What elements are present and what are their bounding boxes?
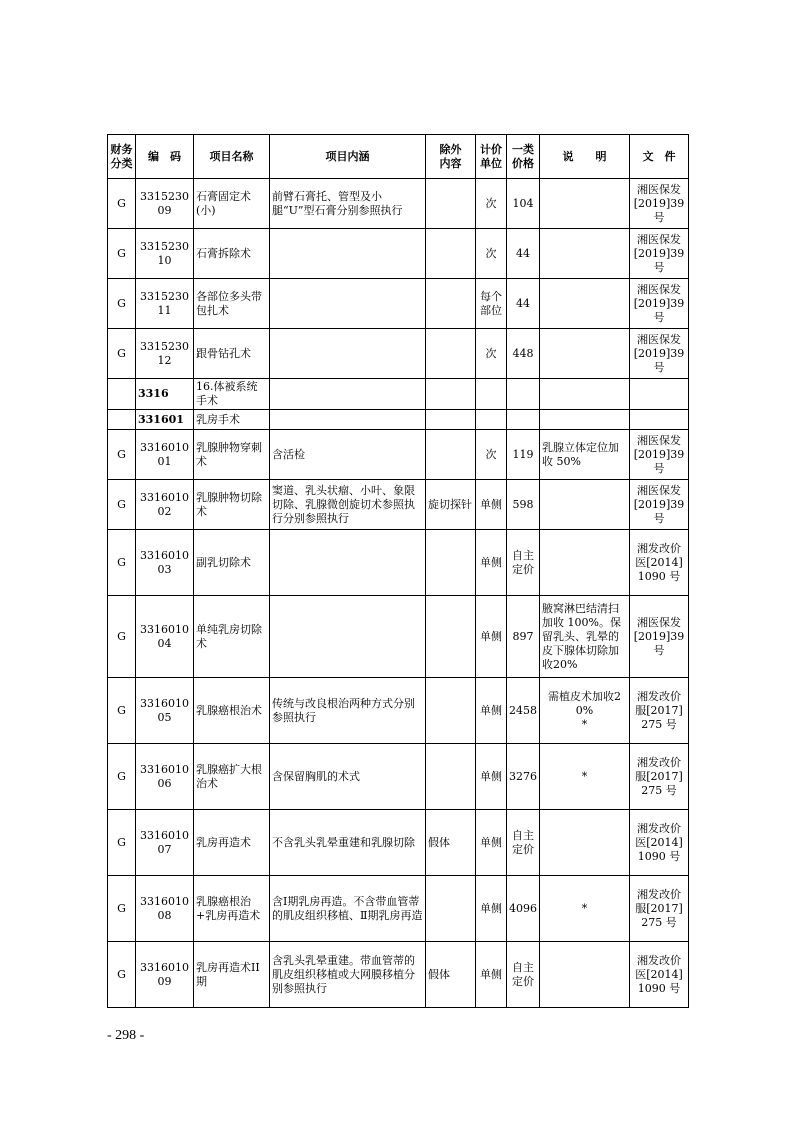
cell-fin	[108, 379, 136, 410]
table-row	[108, 678, 689, 744]
table-row	[108, 810, 689, 876]
table-row	[108, 410, 689, 430]
cell-excl	[426, 678, 476, 744]
cell-unit: 单侧	[476, 596, 507, 678]
cell-name: 16.体被系统手术	[194, 379, 270, 410]
cell-name: 乳房再造术	[194, 810, 270, 876]
cell-code: 331601008	[136, 876, 194, 942]
cell-doc: 湘医保发[2019]39号	[630, 596, 689, 678]
cell-doc: 湘医保发[2019]39号	[630, 179, 689, 229]
cell-unit: 单侧	[476, 876, 507, 942]
cell-excl	[426, 229, 476, 279]
cell-price: 598	[507, 480, 540, 530]
cell-price	[507, 379, 540, 410]
cell-code: 331601006	[136, 744, 194, 810]
cell-unit: 单侧	[476, 530, 507, 596]
table-body	[108, 179, 689, 1008]
cell-excl	[426, 744, 476, 810]
cell-unit: 每个部位	[476, 279, 507, 329]
cell-content: 含Ⅰ期乳房再造。不含带血管蒂的肌皮组织移植、Ⅱ期乳房再造	[270, 876, 426, 942]
page-number: - 298 -	[107, 1028, 145, 1043]
cell-price: 4096	[507, 876, 540, 942]
price-table	[107, 134, 689, 1008]
header-price	[507, 135, 540, 179]
cell-excl: 假体	[426, 942, 476, 1008]
cell-note	[540, 229, 630, 279]
table-row	[108, 329, 689, 379]
cell-doc: 湘发改价服[2017]275 号	[630, 876, 689, 942]
cell-unit: 次	[476, 229, 507, 279]
cell-code: 331523011	[136, 279, 194, 329]
cell-excl	[426, 596, 476, 678]
cell-content	[270, 596, 426, 678]
cell-price: 自主定价	[507, 942, 540, 1008]
cell-note: 乳腺立体定位加收 50%	[540, 430, 630, 480]
cell-price: 119	[507, 430, 540, 480]
cell-unit: 单侧	[476, 942, 507, 1008]
cell-excl: 假体	[426, 810, 476, 876]
cell-content	[270, 379, 426, 410]
cell-price: 448	[507, 329, 540, 379]
cell-doc: 湘医保发[2019]39号	[630, 279, 689, 329]
cell-unit: 单侧	[476, 810, 507, 876]
cell-content: 含保留胸肌的术式	[270, 744, 426, 810]
table-row	[108, 430, 689, 480]
cell-price: 2458	[507, 678, 540, 744]
table-row	[108, 530, 689, 596]
cell-excl: 旋切探针	[426, 480, 476, 530]
cell-doc: 湘发改价服[2017]275 号	[630, 678, 689, 744]
cell-fin: G	[108, 876, 136, 942]
table-row	[108, 379, 689, 410]
cell-name: 乳腺癌根治+乳房再造术	[194, 876, 270, 942]
cell-content	[270, 410, 426, 430]
cell-unit: 次	[476, 179, 507, 229]
table-header-row	[108, 135, 689, 179]
cell-content	[270, 329, 426, 379]
table-row	[108, 179, 689, 229]
cell-name: 乳房再造术II期	[194, 942, 270, 1008]
header-fin-label: 财务 分类	[110, 142, 133, 170]
cell-note	[540, 810, 630, 876]
cell-code: 331523010	[136, 229, 194, 279]
cell-note	[540, 329, 630, 379]
cell-content: 传统与改良根治两种方式分别参照执行	[270, 678, 426, 744]
cell-content: 窦道、乳头状瘤、小叶、象限切除、乳腺微创旋切术参照执行分别参照执行	[270, 480, 426, 530]
cell-unit: 次	[476, 430, 507, 480]
cell-code: 331601001	[136, 430, 194, 480]
header-name-label: 项目名称	[209, 149, 254, 163]
cell-doc: 湘医保发[2019]39号	[630, 329, 689, 379]
cell-fin: G	[108, 229, 136, 279]
cell-unit	[476, 410, 507, 430]
cell-name: 石膏固定术(小)	[194, 179, 270, 229]
table-row	[108, 279, 689, 329]
cell-price: 3276	[507, 744, 540, 810]
cell-excl	[426, 430, 476, 480]
cell-doc: 湘发改价医[2014]1090 号	[630, 942, 689, 1008]
header-excl-label: 除外 内容	[439, 142, 462, 170]
cell-price: 897	[507, 596, 540, 678]
cell-name: 乳腺癌扩大根治术	[194, 744, 270, 810]
header-unit	[476, 135, 507, 179]
table-row	[108, 744, 689, 810]
cell-name: 乳腺肿物切除术	[194, 480, 270, 530]
cell-unit: 次	[476, 329, 507, 379]
header-code-label: 编 码	[148, 149, 181, 163]
cell-fin: G	[108, 810, 136, 876]
cell-fin: G	[108, 678, 136, 744]
cell-fin: G	[108, 179, 136, 229]
cell-code: 331601009	[136, 942, 194, 1008]
cell-fin: G	[108, 480, 136, 530]
cell-doc: 湘发改价医[2014]1090 号	[630, 530, 689, 596]
cell-price: 自主定价	[507, 530, 540, 596]
cell-excl	[426, 410, 476, 430]
cell-excl	[426, 379, 476, 410]
cell-doc	[630, 379, 689, 410]
cell-content: 含活检	[270, 430, 426, 480]
cell-name: 乳腺肿物穿刺术	[194, 430, 270, 480]
cell-excl	[426, 876, 476, 942]
cell-name: 单纯乳房切除术	[194, 596, 270, 678]
cell-unit	[476, 379, 507, 410]
cell-unit: 单侧	[476, 480, 507, 530]
cell-code: 331601005	[136, 678, 194, 744]
cell-price: 44	[507, 229, 540, 279]
cell-doc: 湘发改价医[2014]1090 号	[630, 810, 689, 876]
cell-name: 副乳切除术	[194, 530, 270, 596]
cell-note: 腋窝淋巴结清扫加收 100%。保留乳头、乳晕的皮下腺体切除加收20%	[540, 596, 630, 678]
cell-code: 331601004	[136, 596, 194, 678]
cell-content	[270, 279, 426, 329]
table-row	[108, 229, 689, 279]
cell-note	[540, 480, 630, 530]
header-content-label: 项目内涵	[325, 149, 370, 163]
header-content	[270, 135, 426, 179]
cell-note: 需植皮术加收20% *	[540, 678, 630, 744]
cell-unit: 单侧	[476, 678, 507, 744]
cell-code: 331523009	[136, 179, 194, 229]
cell-doc: 湘医保发[2019]39号	[630, 229, 689, 279]
header-fin	[108, 135, 136, 179]
cell-note: *	[540, 876, 630, 942]
cell-fin: G	[108, 596, 136, 678]
cell-content: 含乳头乳晕重建。带血管蒂的肌皮组织移植或大网膜移植分别参照执行	[270, 942, 426, 1008]
cell-name: 乳腺癌根治术	[194, 678, 270, 744]
table-row	[108, 596, 689, 678]
cell-doc: 湘医保发[2019]39号	[630, 480, 689, 530]
header-excl	[426, 135, 476, 179]
header-doc-label: 文 件	[642, 149, 676, 163]
header-note-label: 说 明	[562, 149, 607, 163]
cell-content	[270, 229, 426, 279]
cell-code: 331601002	[136, 480, 194, 530]
cell-content: 前臂石膏托、管型及小腿“U”型石膏分别参照执行	[270, 179, 426, 229]
cell-fin: G	[108, 430, 136, 480]
cell-name: 跟骨钻孔术	[194, 329, 270, 379]
table-row	[108, 876, 689, 942]
cell-fin: G	[108, 942, 136, 1008]
cell-note	[540, 279, 630, 329]
cell-note	[540, 530, 630, 596]
cell-excl	[426, 179, 476, 229]
cell-name: 各部位多头带包扎术	[194, 279, 270, 329]
cell-excl	[426, 279, 476, 329]
cell-note	[540, 379, 630, 410]
cell-content	[270, 530, 426, 596]
table-row	[108, 480, 689, 530]
cell-code: 331601003	[136, 530, 194, 596]
table-row	[108, 942, 689, 1008]
cell-price	[507, 410, 540, 430]
cell-excl	[426, 329, 476, 379]
cell-note: *	[540, 744, 630, 810]
cell-fin	[108, 410, 136, 430]
header-note	[540, 135, 630, 179]
header-unit-label: 计价 单位	[480, 142, 502, 170]
cell-fin: G	[108, 530, 136, 596]
cell-code: 331601007	[136, 810, 194, 876]
cell-name: 乳房手术	[194, 410, 270, 430]
cell-doc: 湘发改价服[2017]275 号	[630, 744, 689, 810]
cell-note	[540, 942, 630, 1008]
cell-note	[540, 410, 630, 430]
cell-price: 自主定价	[507, 810, 540, 876]
cell-name: 石膏拆除术	[194, 229, 270, 279]
cell-fin: G	[108, 279, 136, 329]
cell-fin: G	[108, 329, 136, 379]
cell-note	[540, 179, 630, 229]
header-doc	[630, 135, 689, 179]
cell-excl	[426, 530, 476, 596]
header-name	[194, 135, 270, 179]
cell-unit: 单侧	[476, 744, 507, 810]
cell-fin: G	[108, 744, 136, 810]
cell-code: 331601	[136, 410, 194, 430]
cell-price: 104	[507, 179, 540, 229]
cell-doc: 湘医保发[2019]39号	[630, 430, 689, 480]
cell-price: 44	[507, 279, 540, 329]
cell-code: 3316	[136, 379, 194, 410]
cell-content: 不含乳头乳晕重建和乳腺切除	[270, 810, 426, 876]
header-code	[136, 135, 194, 179]
cell-code: 331523012	[136, 329, 194, 379]
header-price-label: 一类 价格	[512, 142, 534, 170]
cell-doc	[630, 410, 689, 430]
